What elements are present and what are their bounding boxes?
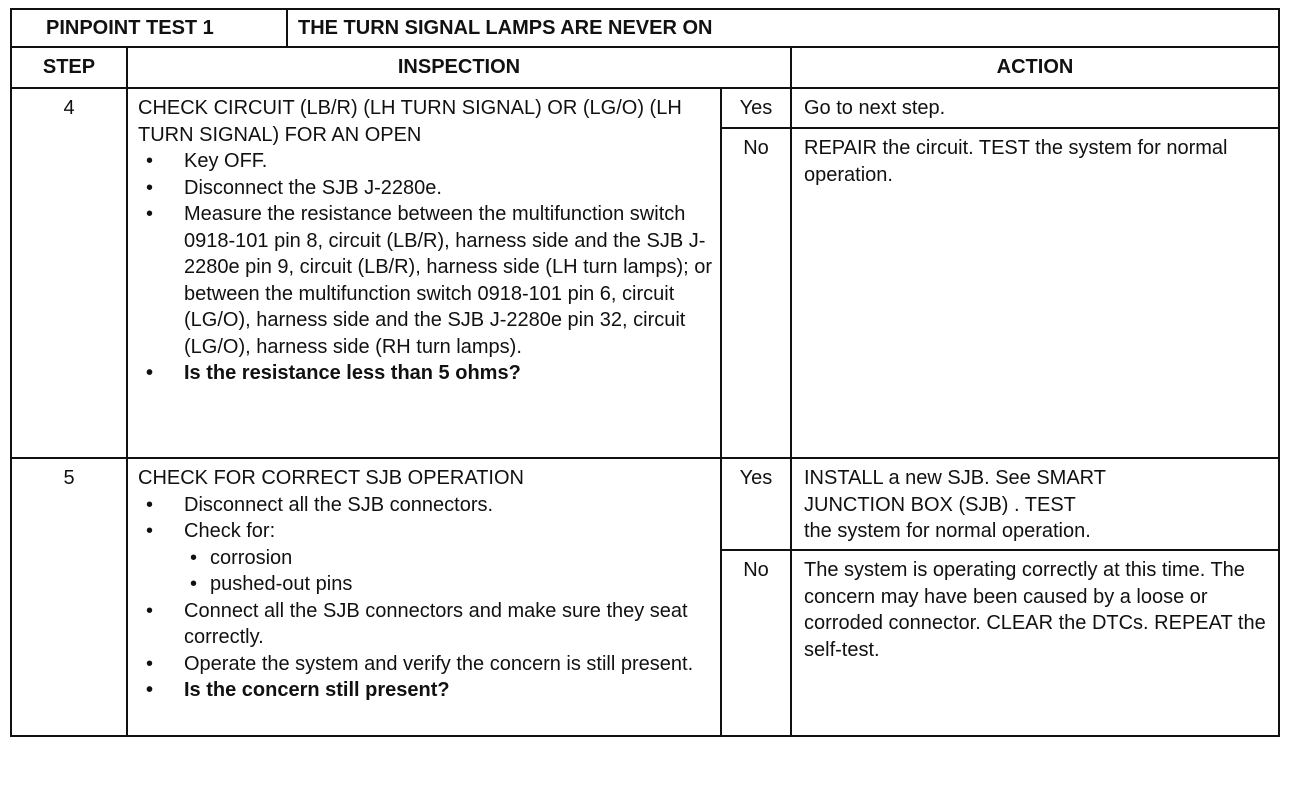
step-4-yes-row xyxy=(11,88,1279,128)
bullet-item: • Connect all the SJB connectors and make sure they seat correctly. xyxy=(138,598,712,651)
action-column-header: ACTION xyxy=(791,47,1279,88)
sub-bullet-item: • pushed-out pins xyxy=(138,571,712,598)
yes-action xyxy=(791,458,1279,550)
no-action: REPAIR the circuit. TEST the system for normal operation. xyxy=(791,128,1279,458)
pinpoint-test-table-wrapper xyxy=(10,8,1278,775)
inspection-cell xyxy=(127,458,721,736)
pinpoint-test-table xyxy=(10,8,1280,737)
yes-action-line: JUNCTION BOX (SJB) . TEST xyxy=(804,493,1076,516)
step-number: 5 xyxy=(11,458,127,736)
step-number: 4 xyxy=(11,88,127,458)
bullet-item: • Measure the resistance between the multifunction switch 0918-101 pin 8, circuit (LB/R), harness side and the SJB J-2280e pin 9, circuit (LB/R), harness side (LH turn lamps); or between the multifunction switch 0918-101 pin 6, circuit (LG/O), harness side and the SJB J-2280e pin 32, circuit (LG/O), harness side (RH turn lamps). xyxy=(138,201,712,360)
yes-label: Yes xyxy=(721,88,791,128)
yes-label: Yes xyxy=(721,458,791,550)
step-5-yes-row xyxy=(11,458,1279,550)
inspection-cell xyxy=(127,88,721,458)
bullet-item: • Disconnect all the SJB connectors. xyxy=(138,492,712,519)
bullet-item: • Operate the system and verify the concern is still present. xyxy=(138,651,712,678)
column-header-row xyxy=(11,47,1279,88)
bullet-question: • Is the resistance less than 5 ohms? xyxy=(138,360,712,387)
no-label: No xyxy=(721,550,791,736)
inspection-bullets-continued xyxy=(138,598,712,704)
bullet-item: • Key OFF. xyxy=(138,148,712,175)
inspection-title: CHECK FOR CORRECT SJB OPERATION xyxy=(138,467,524,489)
yes-action-line: INSTALL a new SJB. See SMART xyxy=(804,467,1106,489)
inspection-title: CHECK CIRCUIT (LB/R) (LH TURN SIGNAL) OR (LG/O) (LH TURN SIGNAL) FOR AN OPEN xyxy=(138,97,682,146)
sub-bullet-item: • corrosion xyxy=(138,545,712,572)
no-action: The system is operating correctly at this time. The concern may have been caused by a loose or corroded connector. CLEAR the DTCs. REPEAT the self-test. xyxy=(791,550,1279,736)
inspection-column-header: INSPECTION xyxy=(127,47,791,88)
inspection-bullets xyxy=(138,148,712,387)
step-column-header: STEP xyxy=(11,47,127,88)
inspection-bullets xyxy=(138,492,712,545)
bullet-item: • Disconnect the SJB J-2280e. xyxy=(138,175,712,202)
yes-action: Go to next step. xyxy=(791,88,1279,128)
sub-bullets xyxy=(138,545,712,598)
no-label: No xyxy=(721,128,791,458)
pinpoint-label: PINPOINT TEST 1 xyxy=(11,9,287,47)
bullet-item: • Check for: xyxy=(138,518,712,545)
bullet-question: • Is the concern still present? xyxy=(138,677,712,704)
test-title: THE TURN SIGNAL LAMPS ARE NEVER ON xyxy=(287,9,1279,47)
yes-action-line: the system for normal operation. xyxy=(804,520,1091,542)
title-row xyxy=(11,9,1279,47)
